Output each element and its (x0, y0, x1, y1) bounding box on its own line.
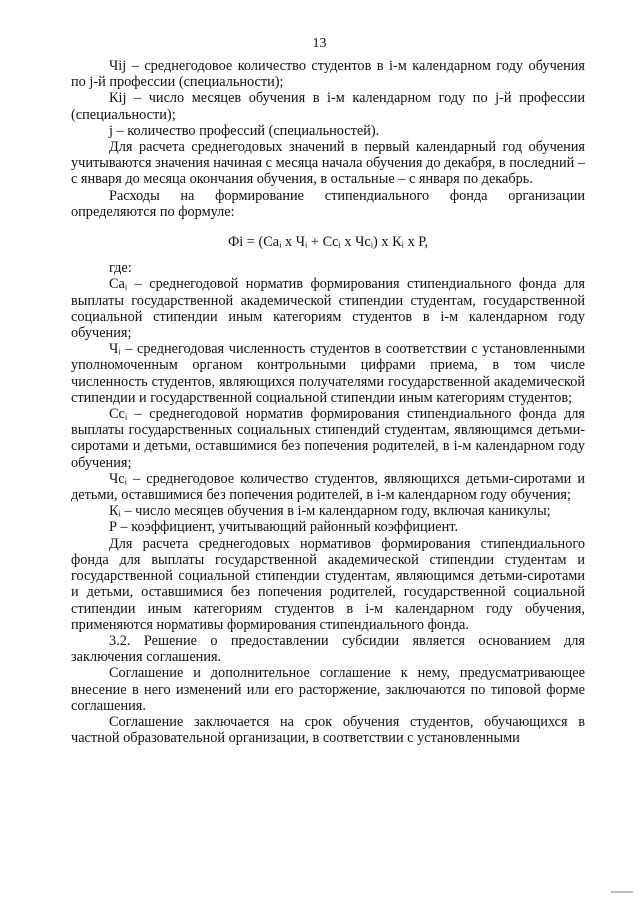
definition: Ccᵢ – среднегодовой норматив формирования стипендиального фонда для выплаты государственных социальных стипендий студентам, являющимся детьми-сиротами и детьми, оставшимися без попечения родителей, в i-м календарном году обучения; (71, 406, 585, 471)
paragraph: Расходы на формирование стипендиального фонда организации определяются по формуле: (71, 187, 585, 220)
formula: Фi = (Caᵢ x Чᵢ + Ccᵢ x Чcᵢ) x Кᵢ x Р, (227, 234, 429, 251)
paragraph: Соглашение и дополнительное соглашение к нему, предусматривающее внесение в него изменений или его расторжение, заключаются по типовой форме соглашения. (71, 665, 585, 714)
definition: Кᵢ – число месяцев обучения в i-м календарном году, включая каникулы; (109, 503, 551, 520)
paragraph: Чij – среднегодовое количество студентов в i-м календарном году обучения по j-й профессии (специальности); (71, 58, 585, 91)
section-paragraph: 3.2. Решение о предоставлении субсидии является основанием для заключения соглашения. (71, 632, 585, 666)
definition: Caᵢ – среднегодовой норматив формирования стипендиального фонда для выплаты государственной академической стипендии студентам, государственной социальной стипендии иным категориям студентов в i-м календарном году обучения; (71, 276, 585, 342)
paragraph: Для расчета среднегодовых нормативов формирования стипендиального фонда для выплаты государственной академической стипендии студентам и государственной социальной стипендии студентам, являющимся детьми-сиротами и детьми, оставшимися без попечения родителей, государственной социальной стипендии иным категориям студентов в i-м календарном году обучения, применяются нормативы формирования стипендиального фонда. (71, 535, 585, 633)
paragraph: Для расчета среднегодовых значений в первый календарный год обучения учитываются значения начиная с месяца начала обучения до декабря, в последний – с января до месяца окончания обучения, в остальные – с января по декабрь. (71, 139, 585, 188)
definition: Чᵢ – среднегодовая численность студентов в соответствии с установленными уполномоченным органом контрольными цифрами приема, в том числе численность студентов, являющихся получателями государственной академической стипендии и государственной социальной стипендии иным категориям студентов; (71, 341, 585, 406)
document-body (71, 58, 585, 746)
paragraph: Кij – число месяцев обучения в i-м календарном году по j-й профессии (специальности); (71, 90, 585, 123)
paragraph: j – количество профессий (специальностей). (109, 122, 380, 139)
where-label: где: (109, 260, 132, 277)
definition: Чcᵢ – среднегодовое количество студентов, являющихся детьми-сиротами и детьми, оставшимися без попечения родителей, в i-м календарном году обучения; (71, 470, 585, 504)
scan-edge-mark (611, 891, 633, 893)
paragraph: Соглашение заключается на срок обучения студентов, обучающихся в частной образовательной организации, в соответствии с установленными (71, 713, 585, 747)
page-number: 13 (312, 36, 327, 51)
definition: Р – коэффициент, учитывающий районный коэффициент. (109, 519, 459, 536)
